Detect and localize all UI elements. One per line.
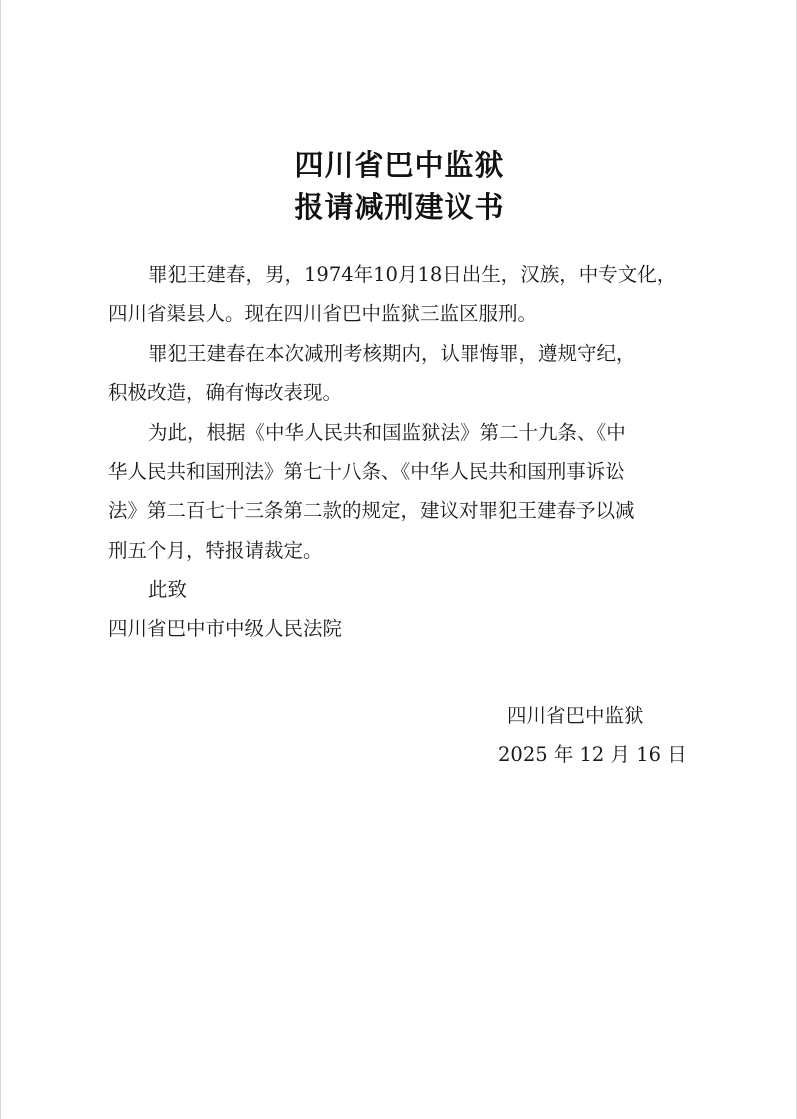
paragraph-2-line-2: 积极改造，确有悔改表现。 <box>108 381 343 404</box>
document-title-line-1: 四川省巴中监狱 <box>294 148 505 182</box>
paragraph-1-line-2: 四川省渠县人。现在四川省巴中监狱三监区服刑。 <box>108 302 538 325</box>
paragraph-3-line-1: 为此，根据《中华人民共和国监狱法》第二十九条、《中 <box>148 421 626 444</box>
paragraph-2-line-1: 罪犯王建春在本次减刑考核期内，认罪悔罪，遵规守纪， <box>148 342 636 365</box>
recipient: 四川省巴中市中级人民法院 <box>108 617 343 640</box>
paragraph-3-line-3: 法》第二百七十三条第二款的规定，建议对罪犯王建春予以减 <box>108 499 635 522</box>
paragraph-3-line-2: 华人民共和国刑法》第七十八条、《中华人民共和国刑事诉讼 <box>108 460 625 483</box>
paragraph-1-line-1: 罪犯王建春，男，1974年10月18日出生，汉族，中专文化， <box>148 263 677 286</box>
document-title-line-2: 报请减刑建议书 <box>294 190 505 224</box>
paragraph-3-line-4: 刑五个月，特报请裁定。 <box>108 539 323 562</box>
signature-org: 四川省巴中监狱 <box>507 704 644 727</box>
signature-date: 2025 年 12 月 16 日 <box>498 743 687 766</box>
salutation: 此致 <box>148 578 188 601</box>
